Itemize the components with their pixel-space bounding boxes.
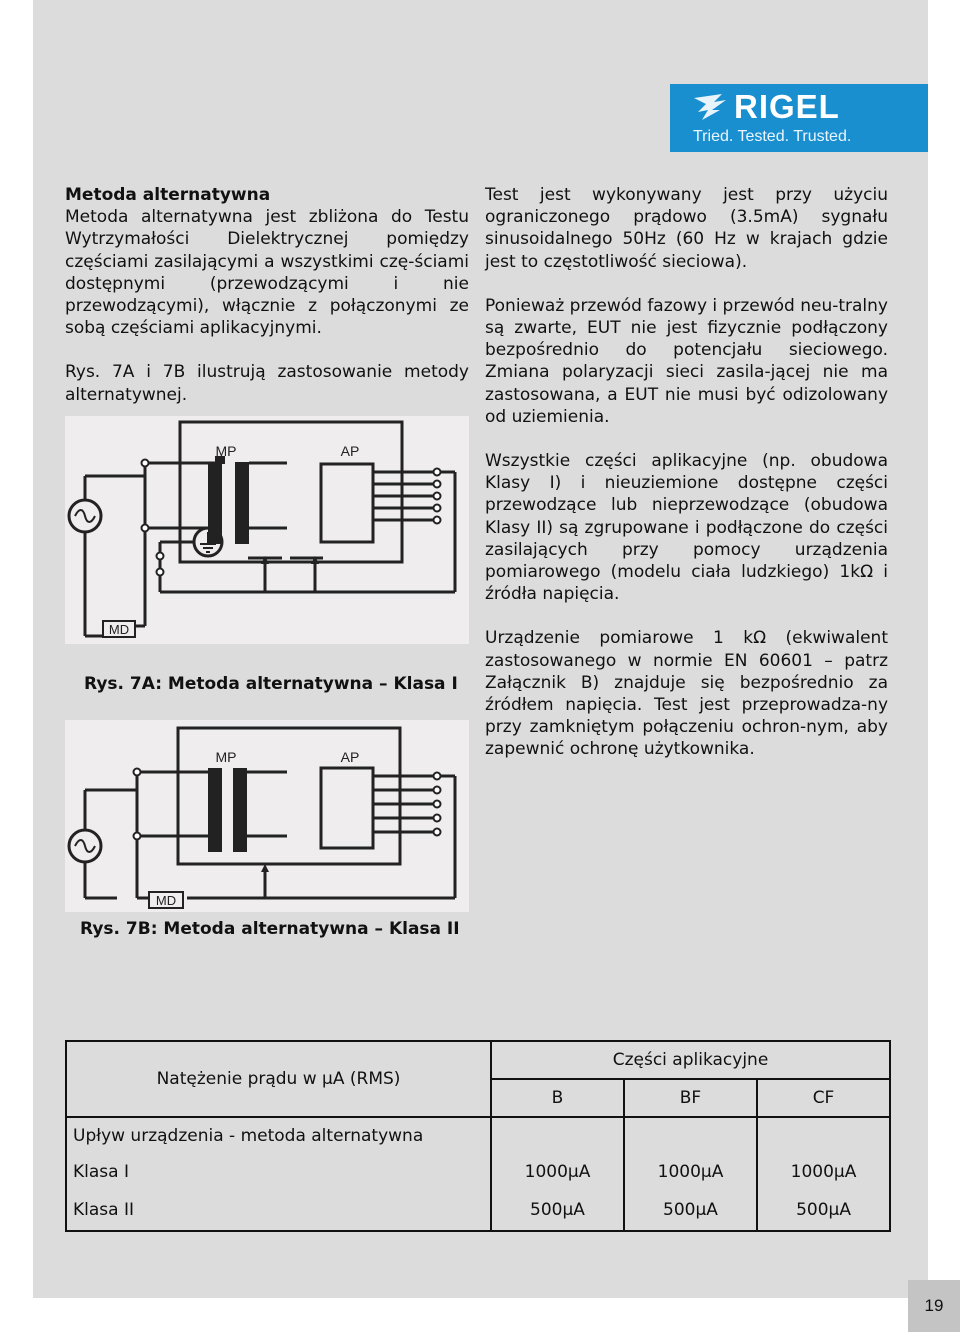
ap-label: AP xyxy=(340,749,360,765)
cell-value: 1000μA xyxy=(624,1154,757,1190)
cell-value: 500μA xyxy=(757,1190,890,1231)
figure-7a-diagram xyxy=(65,416,469,644)
table-header-applied-parts: Części aplikacyjne xyxy=(491,1041,890,1079)
cell-value: 500μA xyxy=(624,1190,757,1231)
right-paragraph-1: Test jest wykonywany jest przy użyciu ograniczonego prądowo (3.5mA) sygnału sinusoidalnego 50Hz (60 Hz w krajach gdzie jest to częstotliwość sieciowa). xyxy=(485,185,888,272)
page-number: 19 xyxy=(908,1280,960,1332)
rigel-bird-icon xyxy=(692,92,730,122)
table-header-current: Natężenie prądu w μA (RMS) xyxy=(66,1041,491,1117)
row-label: Klasa I xyxy=(66,1154,491,1190)
column-header-cf: CF xyxy=(757,1079,890,1117)
figure-7b-caption: Rys. 7B: Metoda alternatywna – Klasa II xyxy=(80,919,460,939)
figure-7a xyxy=(65,416,469,644)
mp-label: MP xyxy=(215,443,237,459)
figure-7b xyxy=(65,720,469,912)
logo-tagline: Tried. Tested. Trusted. xyxy=(693,128,852,145)
table-section-label: Upływ urządzenia - metoda alternatywna xyxy=(66,1117,491,1154)
rigel-logo xyxy=(670,84,928,152)
logo-brand: RIGEL xyxy=(734,88,840,125)
cell-value: 1000μA xyxy=(491,1154,624,1190)
column-header-bf: BF xyxy=(624,1079,757,1117)
cell-value: 1000μA xyxy=(757,1154,890,1190)
column-header-b: B xyxy=(491,1079,624,1117)
table-row xyxy=(66,1154,890,1190)
figure-7a-caption: Rys. 7A: Metoda alternatywna – Klasa I xyxy=(84,674,458,694)
leakage-table xyxy=(65,1040,891,1232)
md-label: MD xyxy=(155,893,177,908)
row-label: Klasa II xyxy=(66,1190,491,1231)
md-label: MD xyxy=(108,622,130,637)
table-row xyxy=(66,1190,890,1231)
right-paragraph-3: Wszystkie części aplikacyjne (np. obudowa Klasy I) i nieuziemione dostępne części przewodzące lub nieprzewodzące (obudowa Klasy II) są zgrupowane i podłączone do części zasilających przy pomocy urządzenia pomiarowego (modelu ciała ludzkiego) 1kΩ i źródła napięcia. xyxy=(485,451,888,605)
section-heading: Metoda alternatywna xyxy=(65,185,271,205)
left-column xyxy=(65,184,469,406)
right-paragraph-2: Ponieważ przewód fazowy i przewód neu-tralny są zwarte, EUT nie jest fizycznie podłączony bezpośrednio do potencjału sieciowego. Zmiana polaryzacji sieci zasila-jącej nie ma zastosowana, a EUT nie musi być odizolowany od uziemienia. xyxy=(485,295,888,427)
left-paragraph-1: Metoda alternatywna jest zbliżona do Testu Wytrzymałości Dielektrycznej pomiędzy częściami zasilającymi a wszystkimi czę-ściami dostępnymi (przewodzącymi i nie przewodzącymi), włącznie z połączonymi ze sobą częściami aplikacyjnymi. xyxy=(65,207,469,339)
mp-label: MP xyxy=(215,749,237,765)
figure-7b-diagram xyxy=(65,720,469,912)
cell-value: 500μA xyxy=(491,1190,624,1231)
ap-label: AP xyxy=(340,443,360,459)
left-paragraph-2: Rys. 7A i 7B ilustrują zastosowanie metody alternatywnej. xyxy=(65,362,469,405)
right-paragraph-4: Urządzenie pomiarowe 1 kΩ (ekwiwalent zastosowanego w normie EN 60601 – patrz Załącznik B) znajduje się bezpośrednio za źródłem napięcia. Test jest przeprowadza-ny przy zamkniętym połączeniu ochron-nym, aby zapewnić ochronę użytkownika. xyxy=(485,628,888,760)
right-column xyxy=(485,184,888,761)
